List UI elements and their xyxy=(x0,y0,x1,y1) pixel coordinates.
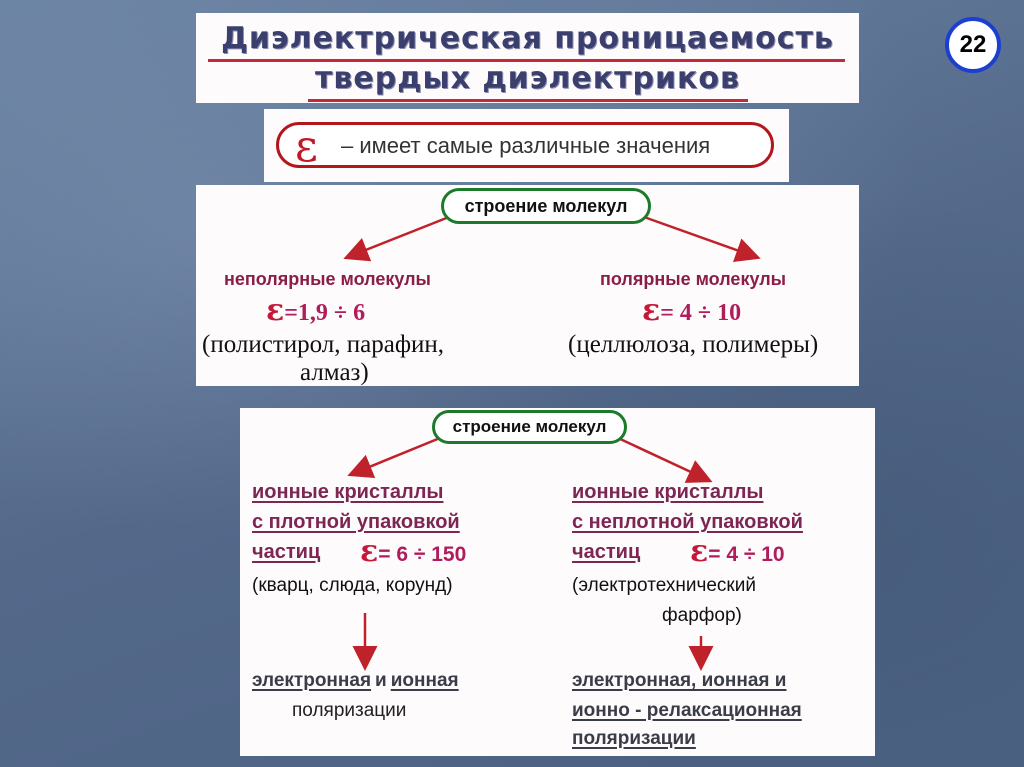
slide-title-line-1: Диэлектрическая проницаемость xyxy=(221,21,834,56)
dense-crystals-line-3: частиц xyxy=(252,541,321,563)
loose-crystals-line-1: ионные кристаллы xyxy=(572,481,764,503)
title-underline xyxy=(308,99,748,102)
epsilon-symbol: ε xyxy=(266,293,285,328)
nonpolar-examples: (полистирол, парафин, xyxy=(202,331,445,358)
polar-epsilon xyxy=(642,293,741,328)
loose-crystals-result-line-2: ионно - релаксационная xyxy=(572,700,802,721)
dense-crystals-result-line-2: поляризации xyxy=(292,700,407,721)
nonpolar-epsilon-value: =1,9 ÷ 6 xyxy=(284,300,366,326)
nonpolar-label: неполярные молекулы xyxy=(224,269,431,289)
epsilon-symbol: ε xyxy=(360,534,379,569)
nonpolar-epsilon xyxy=(266,293,365,328)
polar-epsilon-value: = 4 ÷ 10 xyxy=(660,300,742,326)
epsilon-statement-pill xyxy=(276,121,774,172)
nonpolar-examples-cont: алмаз) xyxy=(300,359,369,386)
title-panel xyxy=(196,13,859,103)
arrow-to-dense-crystals xyxy=(352,438,440,474)
dense-crystals-line-2: с плотной упаковкой xyxy=(252,511,460,533)
slide-number-badge: 22 xyxy=(945,17,1001,73)
ionic-crystal-diagram xyxy=(240,408,875,756)
epsilon-statement-text: – имеет самые различные значения xyxy=(341,133,711,158)
arrow-to-loose-crystals xyxy=(618,438,708,480)
epsilon-symbol: ε xyxy=(690,534,709,569)
loose-crystals-result-line-1: электронная, ионная и xyxy=(572,670,787,691)
molecular-structure-node: строение молекул xyxy=(432,410,627,444)
dense-crystals-line-1: ионные кристаллы xyxy=(252,481,444,503)
epsilon-statement-panel xyxy=(264,109,789,182)
loose-crystals-examples: (электротехнический xyxy=(572,575,756,596)
arrow-to-polar xyxy=(644,217,756,257)
loose-crystals-result-line-3: поляризации xyxy=(572,728,696,749)
slide-title-line-2: твердых диэлектриков xyxy=(315,61,740,96)
dense-crystals-epsilon xyxy=(360,534,466,569)
loose-crystals-examples-cont: фарфор) xyxy=(662,605,742,626)
loose-crystals-line-3: частиц xyxy=(572,541,641,563)
dense-crystals-epsilon-value: = 6 ÷ 150 xyxy=(378,543,467,566)
arrow-to-nonpolar xyxy=(348,217,449,257)
dense-crystals-examples: (кварц, слюда, корунд) xyxy=(252,575,453,596)
molecular-structure-diagram xyxy=(196,185,859,386)
result-and: и xyxy=(375,670,387,691)
result-ionic: ионная xyxy=(390,670,459,691)
epsilon-symbol: ε xyxy=(295,121,318,172)
polar-label: полярные молекулы xyxy=(600,269,787,289)
molecular-structure-node: строение молекул xyxy=(441,188,651,224)
loose-crystals-epsilon-value: = 4 ÷ 10 xyxy=(708,543,785,566)
loose-crystals-epsilon xyxy=(690,534,785,569)
dense-crystals-result xyxy=(252,670,459,692)
epsilon-symbol: ε xyxy=(642,293,661,328)
loose-crystals-line-2: с неплотной упаковкой xyxy=(572,511,803,533)
result-electronic: электронная xyxy=(252,670,372,691)
polar-examples: (целлюлоза, полимеры) xyxy=(568,331,819,358)
